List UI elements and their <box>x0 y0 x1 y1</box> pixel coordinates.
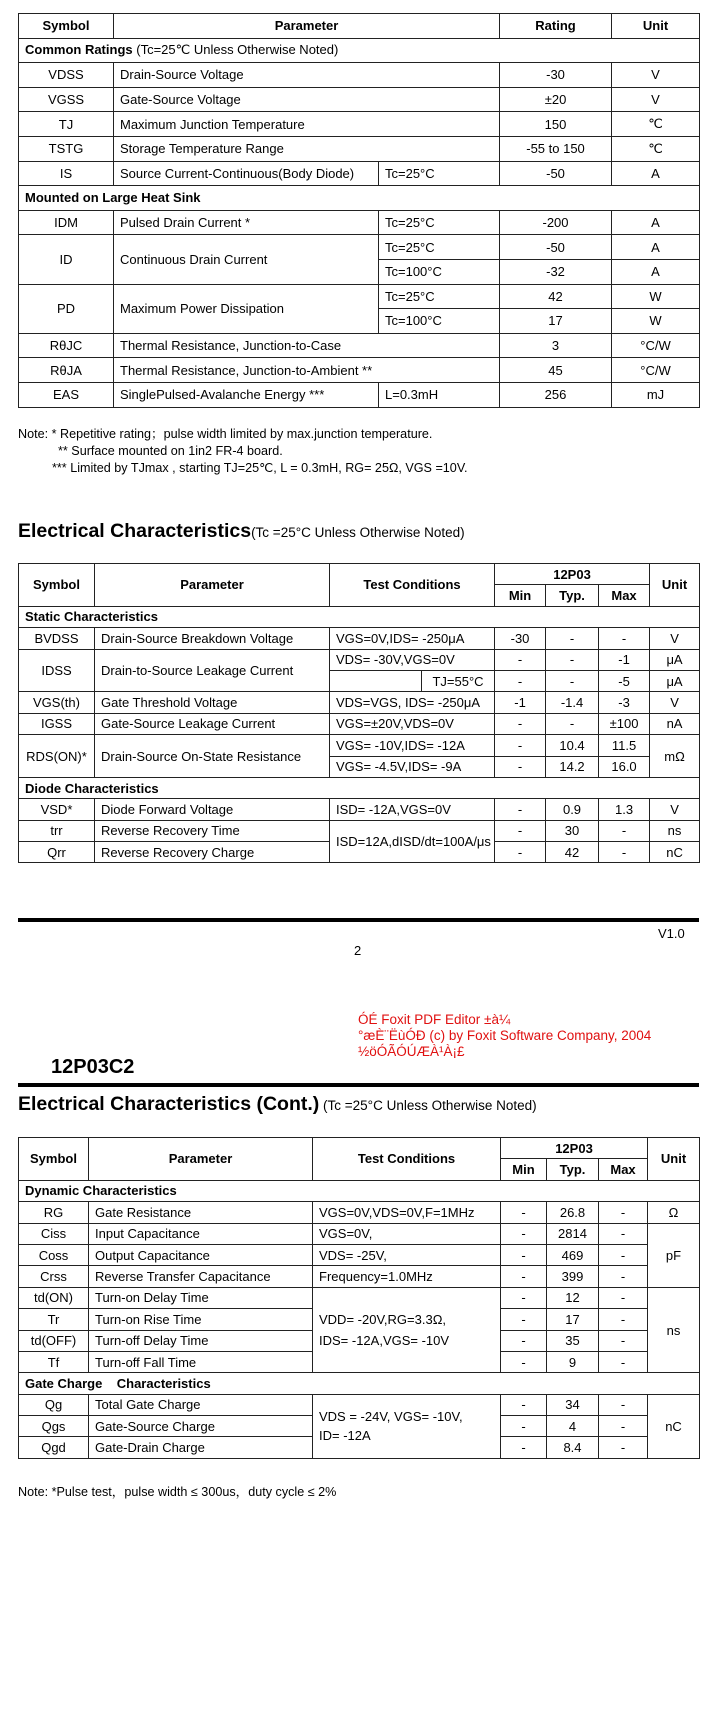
unit-cell: nA <box>650 713 700 734</box>
parameter-cell: Maximum Junction Temperature <box>114 112 500 137</box>
unit-cell: mJ <box>612 382 700 407</box>
rating-cell: 42 <box>500 284 612 309</box>
parameter-cell: Drain-to-Source Leakage Current <box>95 649 330 692</box>
col-parameter: Parameter <box>89 1138 313 1181</box>
col-unit: Unit <box>650 564 700 607</box>
section-heading-conditions: (Tc =25°C Unless Otherwise Noted) <box>319 1098 537 1113</box>
symbol-cell: IDM <box>19 210 114 235</box>
rating-cell: ±20 <box>500 87 612 112</box>
table-row <box>19 692 700 713</box>
note-line: Note: * Repetitive rating；pulse width limited by max.junction temperature. <box>18 427 433 441</box>
unit-cell: V <box>612 87 700 112</box>
parameter-cell: Reverse Transfer Capacitance <box>89 1266 313 1287</box>
typ-cell: 2814 <box>547 1223 599 1244</box>
condition-cell: VGS=±20V,VDS=0V <box>330 713 495 734</box>
section-row <box>19 606 700 627</box>
unit-cell: °C/W <box>612 358 700 383</box>
col-test-conditions: Test Conditions <box>330 564 495 607</box>
unit-cell: V <box>650 692 700 713</box>
rating-cell: 3 <box>500 333 612 358</box>
typ-cell: 12 <box>547 1287 599 1308</box>
table-row <box>19 735 700 756</box>
condition-cell: Tc=25°C <box>379 161 500 186</box>
min-cell: - <box>495 820 546 841</box>
max-cell: - <box>599 1351 648 1372</box>
parameter-cell: Thermal Resistance, Junction-to-Case <box>114 333 500 358</box>
section-row <box>19 1180 700 1201</box>
unit-cell: Ω <box>648 1202 700 1223</box>
symbol-cell: RDS(ON)* <box>19 735 95 778</box>
typ-cell: 8.4 <box>547 1437 599 1458</box>
rating-cell: 256 <box>500 382 612 407</box>
section-title: Mounted on Large Heat Sink <box>19 186 700 211</box>
symbol-cell: Qgd <box>19 1437 89 1458</box>
typ-cell: 10.4 <box>546 735 599 756</box>
table-row <box>19 1244 700 1265</box>
section-row <box>19 38 700 63</box>
min-cell: - <box>501 1223 547 1244</box>
typ-cell: 0.9 <box>546 799 599 820</box>
min-cell: - <box>501 1244 547 1265</box>
min-cell: - <box>495 713 546 734</box>
col-test-conditions: Test Conditions <box>313 1138 501 1181</box>
condition-line: IDS= -12A,VGS= -10V <box>319 1333 450 1349</box>
symbol-cell: Qgs <box>19 1416 89 1437</box>
table-row <box>19 333 700 358</box>
min-cell: - <box>501 1266 547 1287</box>
symbol-cell: TJ <box>19 112 114 137</box>
col-unit: Unit <box>612 14 700 39</box>
symbol-cell: Coss <box>19 1244 89 1265</box>
parameter-cell: Turn-on Rise Time <box>89 1309 313 1330</box>
parameter-cell: Turn-on Delay Time <box>89 1287 313 1308</box>
max-cell: 11.5 <box>599 735 650 756</box>
section-title: Dynamic Characteristics <box>19 1180 700 1201</box>
note-line: ** Surface mounted on 1in2 FR-4 board. <box>58 444 283 458</box>
max-cell: - <box>599 820 650 841</box>
parameter-cell: Drain-Source Voltage <box>114 63 500 88</box>
rating-cell: -50 <box>500 161 612 186</box>
section-heading <box>18 1093 537 1116</box>
table-row <box>19 713 700 734</box>
unit-cell: μA <box>650 670 700 691</box>
max-cell: - <box>599 1330 648 1351</box>
parameter-cell: Continuous Drain Current <box>114 235 379 284</box>
typ-cell: - <box>546 649 599 670</box>
symbol-cell: Ciss <box>19 1223 89 1244</box>
rating-cell: 45 <box>500 358 612 383</box>
pulse-test-note: Note: *Pulse test，pulse width ≤ 300us，duty cycle ≤ 2% <box>18 1485 337 1499</box>
section-title: Diode Characteristics <box>19 777 700 798</box>
symbol-cell: Qrr <box>19 842 95 863</box>
table-row <box>19 1266 700 1287</box>
min-cell: - <box>501 1394 547 1415</box>
typ-cell: 26.8 <box>547 1202 599 1223</box>
min-cell: - <box>495 649 546 670</box>
rating-cell: 17 <box>500 309 612 334</box>
min-cell: -1 <box>495 692 546 713</box>
typ-cell: 34 <box>547 1394 599 1415</box>
table-row <box>19 210 700 235</box>
col-symbol: Symbol <box>19 1138 89 1181</box>
unit-cell: ns <box>650 820 700 841</box>
table-row <box>19 382 700 407</box>
parameter-cell: Source Current-Continuous(Body Diode) <box>114 161 379 186</box>
unit-cell: W <box>612 309 700 334</box>
parameter-cell: Output Capacitance <box>89 1244 313 1265</box>
section-title: Gate Charge Characteristics <box>19 1373 700 1394</box>
version-label: V1.0 <box>658 926 685 941</box>
parameter-cell: Gate-Drain Charge <box>89 1437 313 1458</box>
symbol-cell: ID <box>19 235 114 284</box>
ratings-notes <box>18 426 468 477</box>
max-cell: - <box>599 842 650 863</box>
symbol-cell: PD <box>19 284 114 333</box>
min-cell: -30 <box>495 628 546 649</box>
min-cell: - <box>501 1330 547 1351</box>
symbol-cell: td(OFF) <box>19 1330 89 1351</box>
table-row <box>19 649 700 670</box>
table-row <box>19 1287 700 1308</box>
symbol-cell: RθJA <box>19 358 114 383</box>
parameter-cell: Storage Temperature Range <box>114 136 500 161</box>
table-row <box>19 87 700 112</box>
section-heading <box>18 520 465 543</box>
min-cell: - <box>495 670 546 691</box>
section-title: Static Characteristics <box>19 606 700 627</box>
typ-cell: 9 <box>547 1351 599 1372</box>
symbol-cell: VGS(th) <box>19 692 95 713</box>
parameter-cell: Gate Threshold Voltage <box>95 692 330 713</box>
rating-cell: -30 <box>500 63 612 88</box>
symbol-cell: IGSS <box>19 713 95 734</box>
table-row <box>19 358 700 383</box>
parameter-cell: Pulsed Drain Current * <box>114 210 379 235</box>
header-rule <box>18 1083 699 1087</box>
rating-cell: -32 <box>500 259 612 284</box>
min-cell: - <box>501 1351 547 1372</box>
min-cell: - <box>501 1416 547 1437</box>
max-cell: -5 <box>599 670 650 691</box>
symbol-cell: VSD* <box>19 799 95 820</box>
symbol-cell: VDSS <box>19 63 114 88</box>
col-unit: Unit <box>648 1138 700 1181</box>
table-row <box>19 799 700 820</box>
max-cell: - <box>599 1287 648 1308</box>
parameter-cell: Gate-Source Charge <box>89 1416 313 1437</box>
section-heading-title: Electrical Characteristics (Cont.) <box>18 1093 320 1115</box>
condition-cell: VGS= -4.5V,IDS= -9A <box>330 756 495 777</box>
condition-line: VDD= -20V,RG=3.3Ω, <box>319 1312 447 1328</box>
condition-cell: L=0.3mH <box>379 382 500 407</box>
symbol-cell: RG <box>19 1202 89 1223</box>
parameter-cell: Drain-Source On-State Resistance <box>95 735 330 778</box>
table-header-row <box>19 1138 700 1159</box>
symbol-cell: IDSS <box>19 649 95 692</box>
unit-cell: V <box>650 628 700 649</box>
unit-cell: nC <box>650 842 700 863</box>
typ-cell: -1.4 <box>546 692 599 713</box>
absolute-ratings-table <box>18 13 700 408</box>
max-cell: - <box>599 1394 648 1415</box>
col-typ: Typ. <box>547 1159 599 1180</box>
unit-cell: pF <box>648 1223 700 1287</box>
condition-cell: ISD=12A,dISD/dt=100A/μs <box>330 820 495 863</box>
parameter-cell: Total Gate Charge <box>89 1394 313 1415</box>
typ-cell: 4 <box>547 1416 599 1437</box>
symbol-cell: Crss <box>19 1266 89 1287</box>
symbol-cell: VGSS <box>19 87 114 112</box>
typ-cell: - <box>546 628 599 649</box>
typ-cell: 17 <box>547 1309 599 1330</box>
section-heading-title: Electrical Characteristics <box>18 520 252 542</box>
table-row <box>19 820 700 841</box>
max-cell: 1.3 <box>599 799 650 820</box>
col-max: Max <box>599 1159 648 1180</box>
condition-cell: Tc=100°C <box>379 259 500 284</box>
table-row <box>19 284 700 309</box>
parameter-cell: Reverse Recovery Time <box>95 820 330 841</box>
min-cell: - <box>495 756 546 777</box>
rating-cell: -50 <box>500 235 612 260</box>
condition-cell: Frequency=1.0MHz <box>313 1266 501 1287</box>
parameter-cell: Thermal Resistance, Junction-to-Ambient ** <box>114 358 500 383</box>
unit-cell: mΩ <box>650 735 700 778</box>
condition-cell: TJ=55°C <box>422 670 495 691</box>
col-max: Max <box>599 585 650 606</box>
max-cell: - <box>599 1223 648 1244</box>
unit-cell: V <box>612 63 700 88</box>
parameter-cell: Maximum Power Dissipation <box>114 284 379 333</box>
max-cell: ±100 <box>599 713 650 734</box>
col-symbol: Symbol <box>19 14 114 39</box>
col-parameter: Parameter <box>114 14 500 39</box>
condition-cell: Tc=25°C <box>379 284 500 309</box>
typ-cell: 399 <box>547 1266 599 1287</box>
section-title: Common Ratings <box>25 42 133 58</box>
max-cell: 16.0 <box>599 756 650 777</box>
max-cell: - <box>599 1309 648 1330</box>
table-row <box>19 63 700 88</box>
unit-cell: W <box>612 284 700 309</box>
table-header-row <box>19 14 700 39</box>
min-cell: - <box>501 1202 547 1223</box>
symbol-cell: IS <box>19 161 114 186</box>
max-cell: - <box>599 628 650 649</box>
unit-cell: A <box>612 235 700 260</box>
condition-cell: VDS= -30V,VGS=0V <box>330 649 495 670</box>
col-parameter: Parameter <box>95 564 330 607</box>
max-cell: - <box>599 1202 648 1223</box>
condition-cell <box>313 1287 501 1373</box>
typ-cell: - <box>546 670 599 691</box>
condition-cell: VGS= -10V,IDS= -12A <box>330 735 495 756</box>
symbol-cell: EAS <box>19 382 114 407</box>
typ-cell: 14.2 <box>546 756 599 777</box>
typ-cell: 30 <box>546 820 599 841</box>
table-row <box>19 628 700 649</box>
condition-cell: Tc=25°C <box>379 235 500 260</box>
parameter-cell: SinglePulsed-Avalanche Energy *** <box>114 382 379 407</box>
page-number: 2 <box>354 943 362 958</box>
part-number-heading: 12P03C2 <box>51 1056 135 1078</box>
unit-cell: °C/W <box>612 333 700 358</box>
unit-cell: ns <box>648 1287 700 1373</box>
col-symbol: Symbol <box>19 564 95 607</box>
symbol-cell: BVDSS <box>19 628 95 649</box>
unit-cell: nC <box>648 1394 700 1458</box>
table-row <box>19 136 700 161</box>
table-row <box>19 161 700 186</box>
max-cell: - <box>599 1266 648 1287</box>
page-footer-rule <box>18 918 699 922</box>
max-cell: -1 <box>599 649 650 670</box>
symbol-cell: TSTG <box>19 136 114 161</box>
table-row <box>19 1223 700 1244</box>
condition-cell <box>313 1394 501 1458</box>
symbol-cell: trr <box>19 820 95 841</box>
typ-cell: 42 <box>546 842 599 863</box>
typ-cell: - <box>546 713 599 734</box>
col-min: Min <box>495 585 546 606</box>
parameter-cell: Turn-off Fall Time <box>89 1351 313 1372</box>
max-cell: -3 <box>599 692 650 713</box>
parameter-cell: Diode Forward Voltage <box>95 799 330 820</box>
condition-cell: VGS=0V, <box>313 1223 501 1244</box>
condition-line: ID= -12A <box>319 1428 371 1444</box>
section-row <box>19 777 700 798</box>
col-typ: Typ. <box>546 585 599 606</box>
table-row <box>19 235 700 260</box>
table-row <box>19 112 700 137</box>
typ-cell: 35 <box>547 1330 599 1351</box>
col-min: Min <box>501 1159 547 1180</box>
min-cell: - <box>501 1437 547 1458</box>
condition-cell: ISD= -12A,VGS=0V <box>330 799 495 820</box>
table-header-row <box>19 564 700 585</box>
max-cell: - <box>599 1416 648 1437</box>
symbol-cell: Qg <box>19 1394 89 1415</box>
unit-cell: ℃ <box>612 136 700 161</box>
rating-cell: -55 to 150 <box>500 136 612 161</box>
dynamic-characteristics-table <box>18 1137 700 1459</box>
condition-cell: VDS= -25V, <box>313 1244 501 1265</box>
unit-cell: A <box>612 161 700 186</box>
min-cell: - <box>495 799 546 820</box>
electrical-characteristics-table <box>18 563 700 863</box>
min-cell: - <box>501 1287 547 1308</box>
condition-cell: Tc=25°C <box>379 210 500 235</box>
parameter-cell: Gate Resistance <box>89 1202 313 1223</box>
condition-cell: VGS=0V,VDS=0V,F=1MHz <box>313 1202 501 1223</box>
symbol-cell: td(ON) <box>19 1287 89 1308</box>
min-cell: - <box>495 842 546 863</box>
foxit-watermark: ÓÉ Foxit PDF Editor ±à¼ °æÈ¨ËùÓÐ (c) by Foxit Software Company, 2004 ½öÓÃÓÚÆÀ¹À¡£ <box>358 1012 652 1059</box>
note-line: *** Limited by TJmax , starting TJ=25℃, L = 0.3mH, RG= 25Ω, VGS =10V. <box>52 461 468 475</box>
section-row <box>19 186 700 211</box>
parameter-cell: Input Capacitance <box>89 1223 313 1244</box>
section-row <box>19 1373 700 1394</box>
col-rating: Rating <box>500 14 612 39</box>
unit-cell: μA <box>650 649 700 670</box>
condition-cell: VGS=0V,IDS= -250μA <box>330 628 495 649</box>
table-row <box>19 1202 700 1223</box>
max-cell: - <box>599 1244 648 1265</box>
col-part: 12P03 <box>495 564 650 585</box>
min-cell: - <box>495 735 546 756</box>
condition-line: VDS = -24V, VGS= -10V, <box>319 1409 463 1425</box>
condition-cell: Tc=100°C <box>379 309 500 334</box>
symbol-cell: Tf <box>19 1351 89 1372</box>
table-row <box>19 1394 700 1415</box>
rating-cell: -200 <box>500 210 612 235</box>
col-part: 12P03 <box>501 1138 648 1159</box>
rating-cell: 150 <box>500 112 612 137</box>
parameter-cell: Drain-Source Breakdown Voltage <box>95 628 330 649</box>
unit-cell: A <box>612 210 700 235</box>
unit-cell: A <box>612 259 700 284</box>
section-heading-conditions: (Tc =25°C Unless Otherwise Noted) <box>251 525 465 540</box>
section-conditions: (Tc=25℃ Unless Otherwise Noted) <box>132 42 339 58</box>
typ-cell: 469 <box>547 1244 599 1265</box>
min-cell: - <box>501 1309 547 1330</box>
symbol-cell: RθJC <box>19 333 114 358</box>
parameter-cell: Gate-Source Leakage Current <box>95 713 330 734</box>
parameter-cell: Turn-off Delay Time <box>89 1330 313 1351</box>
max-cell: - <box>599 1437 648 1458</box>
parameter-cell: Gate-Source Voltage <box>114 87 500 112</box>
parameter-cell: Reverse Recovery Charge <box>95 842 330 863</box>
unit-cell: V <box>650 799 700 820</box>
unit-cell: ℃ <box>612 112 700 137</box>
condition-cell: VDS=VGS, IDS= -250μA <box>330 692 495 713</box>
symbol-cell: Tr <box>19 1309 89 1330</box>
